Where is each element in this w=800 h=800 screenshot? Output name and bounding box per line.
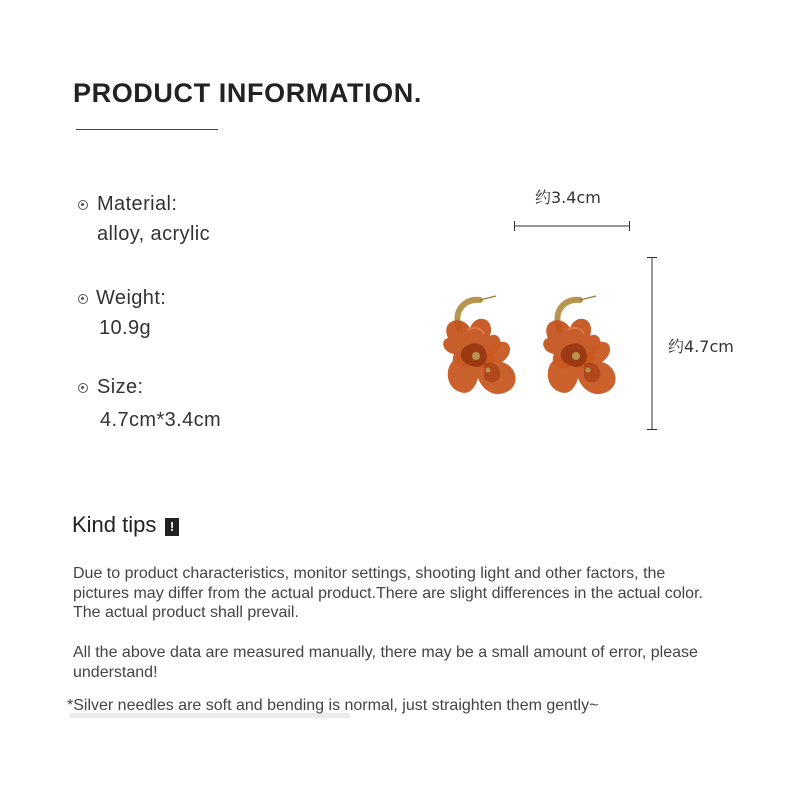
bullet-circle-icon <box>78 200 88 210</box>
kind-tips-heading: Kind tips <box>72 512 157 537</box>
tips-paragraph-color: Due to product characteristics, monitor settings, shooting light and other factors, the pictures may differ from the actual product.There are slight differences in the actual color. The actual product shall prevail. <box>73 565 703 621</box>
weight-label: Weight: <box>96 287 167 309</box>
bullet-circle-icon <box>78 383 88 393</box>
material-value: alloy, acrylic <box>97 223 211 245</box>
size-label: Size: <box>97 376 144 398</box>
page-title: PRODUCT INFORMATION. <box>73 78 422 108</box>
earring-left <box>443 296 515 394</box>
title-divider <box>76 129 218 130</box>
earring-right <box>543 296 615 394</box>
exclamation-icon: ! <box>165 518 179 536</box>
width-dimension-label: 约3.4cm <box>535 188 601 207</box>
height-dimension-label: 约4.7cm <box>668 337 734 356</box>
tips-paragraph-measure: All the above data are measured manually, there may be a small amount of error, please understand! <box>73 644 698 681</box>
silver-needle-note: *Silver needles are soft and bending is normal, just straighten them gently~ <box>67 697 599 714</box>
height-dimension-line <box>644 254 660 434</box>
material-label: Material: <box>97 193 178 215</box>
width-dimension-line <box>510 218 634 234</box>
earrings-product-image <box>436 288 628 404</box>
weight-value: 10.9g <box>99 317 152 339</box>
size-value: 4.7cm*3.4cm <box>100 409 222 431</box>
bullet-circle-icon <box>78 294 88 304</box>
